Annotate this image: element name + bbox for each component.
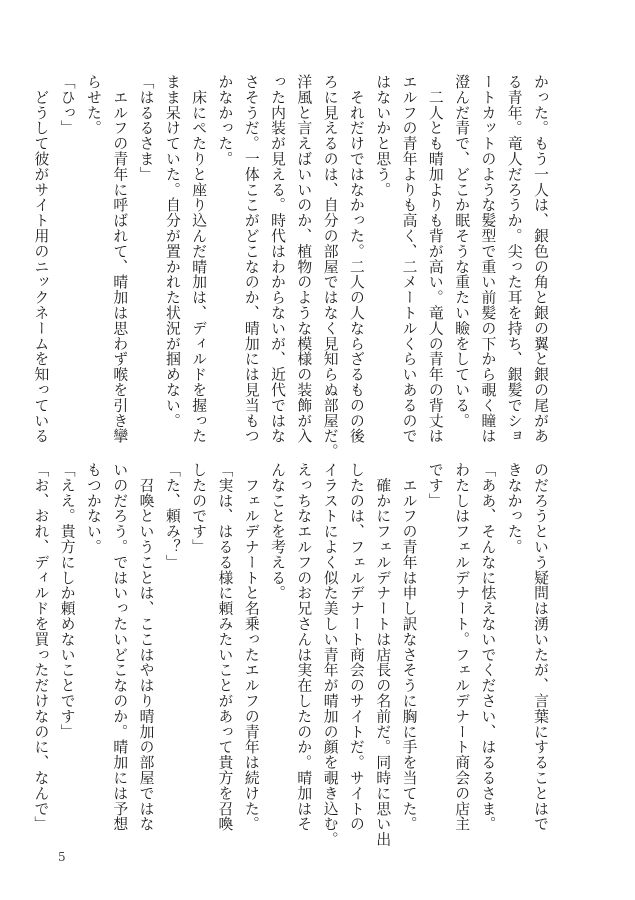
- text-line: のだろうという疑問は湧いたが、言葉にすることはで: [532, 462, 549, 832]
- text-line: エルフの青年よりも高く、二メートルくらいあるので: [400, 74, 418, 444]
- text-line: る青年。竜人だろうか。尖った耳を持ち、銀髪でショ: [505, 74, 523, 444]
- text-line: 「お、おれ、ディルドを買っただけなのに、なんで」: [32, 462, 50, 832]
- text-line: 「ひっ」: [58, 74, 76, 136]
- text-line: ートカットのような髪型で重い前髪の下から覗く瞳は: [479, 74, 497, 444]
- text-line: 洋風と言えばいいのか、植物のような模様の装飾が入: [295, 74, 313, 444]
- text-line: 澄んだ青で、どこか眠そうな重たい瞼をしている。: [453, 74, 471, 429]
- text-line: えっちなエルフのお兄さんは実在したのか。晴加はそ: [295, 462, 313, 832]
- text-line: イラストによく似た美しい青年が晴加の顔を覗き込む。: [321, 462, 339, 847]
- text-block-top: [32, 74, 553, 459]
- text-line: もつかない。: [84, 462, 102, 555]
- text-line: きなかった。: [505, 462, 523, 555]
- text-line: 床にぺたりと座り込んだ晴加は、ディルドを握った: [190, 74, 208, 444]
- text-line: 二人とも晴加よりも背が高い。竜人の青年の背丈は: [426, 74, 444, 444]
- text-line: エルフの青年に呼ばれて、晴加は思わず喉を引き攣: [111, 74, 129, 444]
- text-line: 召喚ということは、ここはやはり晴加の部屋ではな: [137, 462, 155, 832]
- text-line: った内装が見える。時代はわからないが、近代ではな: [269, 74, 287, 444]
- text-block-bottom: [32, 462, 553, 847]
- page-number: 5: [58, 850, 66, 864]
- text-line: まま呆けていた。自分が置かれた状況が掴めない。: [163, 74, 181, 429]
- text-line: いのだろう。ではいったいどこなのか。晴加には予想: [111, 462, 129, 832]
- text-line: です」: [426, 462, 444, 509]
- text-line: どうして彼がサイト用のニックネームを知っている: [32, 74, 50, 444]
- text-line: らせた。: [84, 74, 102, 136]
- text-line: かった。もう一人は、銀色の角と銀の翼と銀の尾があ: [532, 74, 549, 444]
- text-line: フェルデナートと名乗ったエルフの青年は続けた。: [242, 462, 260, 832]
- text-line: ろに見えるのは、自分の部屋ではなく見知らぬ部屋だ。: [321, 74, 339, 459]
- text-line: 「た、頼み？」: [163, 462, 181, 570]
- text-line: んなことを考える。: [269, 462, 287, 601]
- text-line: 「ああ、そんなに怯えないでください、はるるさま。: [479, 462, 497, 832]
- text-line: 「はるるさま」: [137, 74, 155, 182]
- text-line: 確かにフェルデナートは店長の名前だ。同時に思い出: [374, 462, 392, 847]
- text-line: さそうだ。一体ここがどこなのか、晴加には見当もつ: [242, 74, 260, 444]
- text-line: エルフの青年は申し訳なさそうに胸に手を当てた。: [400, 462, 418, 832]
- text-line: それだけではなかった。二人の人ならざるものの後: [347, 74, 365, 444]
- text-line: 「実は、はるる様に頼みたいことがあって貴方を召喚: [216, 462, 234, 832]
- text-line: かなかった。: [216, 74, 234, 167]
- text-line: 「ええ。貴方にしか頼めないことです」: [58, 462, 76, 740]
- text-line: したのは、フェルデナート商会のサイトだ。サイトの: [347, 462, 365, 832]
- text-line: したのです」: [190, 462, 208, 555]
- text-line: わたしはフェルデナート。フェルデナート商会の店主: [453, 462, 471, 832]
- text-line: はないかと思う。: [374, 74, 392, 198]
